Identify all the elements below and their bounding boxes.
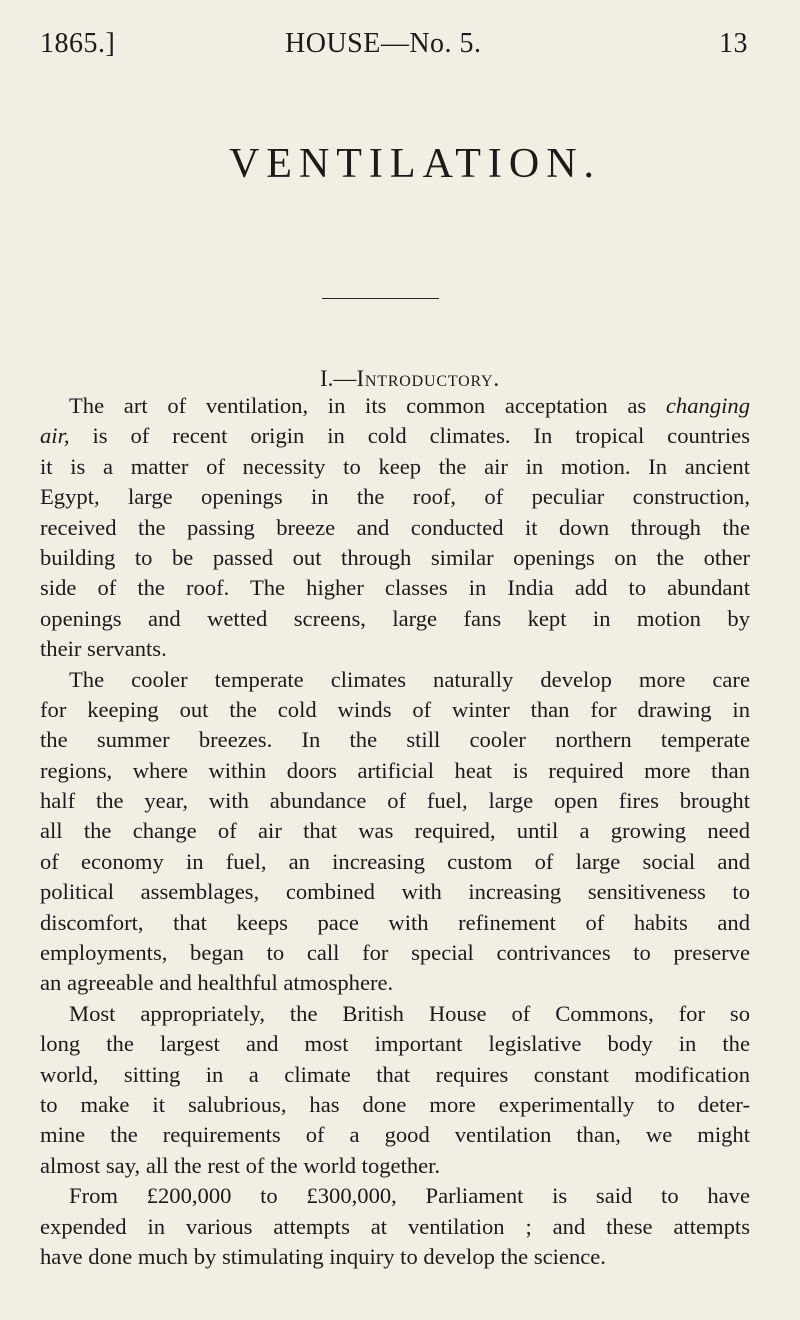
text-line: half the year, with abundance of fuel, large open fires brought [40, 788, 750, 814]
text-line: received the passing breeze and conducted it down through the [40, 514, 750, 540]
text-line: discomfort, that keeps pace with refinement of habits and [40, 909, 750, 935]
text-line: Most appropriately, the British House of Commons, for so [69, 1000, 750, 1026]
text-line: to make it salubrious, has done more experimentally to deter- [40, 1091, 750, 1117]
text-line: side of the roof. The higher classes in India add to abundant [40, 575, 750, 601]
section-heading [0, 366, 800, 392]
text-line: Egypt, large openings in the roof, of peculiar construction, [40, 484, 750, 510]
running-head-document: HOUSE—No. 5. [285, 28, 482, 59]
text-line: long the largest and most important legislative body in the [40, 1031, 750, 1057]
title-rule-divider [322, 298, 439, 299]
section-number: I.— [320, 366, 357, 391]
text-line: The art of ventilation, in its common acceptation as changing [69, 393, 750, 418]
text-line: all the change of air that was required, until a growing need [40, 818, 750, 844]
text-line: political assemblages, combined with increasing sensitiveness to [40, 879, 750, 905]
text-line: building to be passed out through similar openings on the other [40, 544, 750, 570]
text-line: openings and wetted screens, large fans kept in motion by [40, 605, 750, 631]
paragraph [40, 1181, 750, 1272]
text-line: employments, began to call for special contrivances to preserve [40, 940, 750, 966]
text-line: From £200,000 to £300,000, Parliament is said to have [69, 1183, 750, 1209]
text-line: an agreeable and healthful atmosphere. [40, 970, 394, 996]
page-number: 13 [719, 28, 748, 59]
text-line: have done much by stimulating inquiry to develop the science. [40, 1243, 606, 1269]
text-line: regions, where within doors artificial heat is required more than [40, 757, 750, 783]
paragraph [40, 999, 750, 1181]
text-line: mine the requirements of a good ventilation than, we might [40, 1122, 750, 1148]
running-head [40, 28, 748, 68]
paragraph [40, 665, 750, 999]
body-text [40, 391, 750, 1272]
text-line: almost say, all the rest of the world together. [40, 1152, 441, 1178]
text-line: expended in various attempts at ventilation ; and these attempts [40, 1213, 750, 1239]
text-line: air, is of recent origin in cold climates. In tropical countries [40, 423, 750, 449]
section-title: Introductory. [356, 366, 500, 391]
running-head-year: 1865.] [40, 28, 116, 59]
paragraph [40, 391, 750, 665]
text-line: their servants. [40, 636, 167, 662]
page-title: VENTILATION. [228, 141, 602, 187]
text-line: the summer breezes. In the still cooler northern temperate [40, 727, 750, 753]
text-line: world, sitting in a climate that requires constant modification [40, 1061, 750, 1087]
text-line: The cooler temperate climates naturally develop more care [69, 666, 750, 692]
text-line: of economy in fuel, an increasing custom of large social and [40, 848, 750, 874]
text-line: it is a matter of necessity to keep the air in motion. In ancient [40, 453, 750, 479]
text-line: for keeping out the cold winds of winter than for drawing in [40, 696, 750, 722]
